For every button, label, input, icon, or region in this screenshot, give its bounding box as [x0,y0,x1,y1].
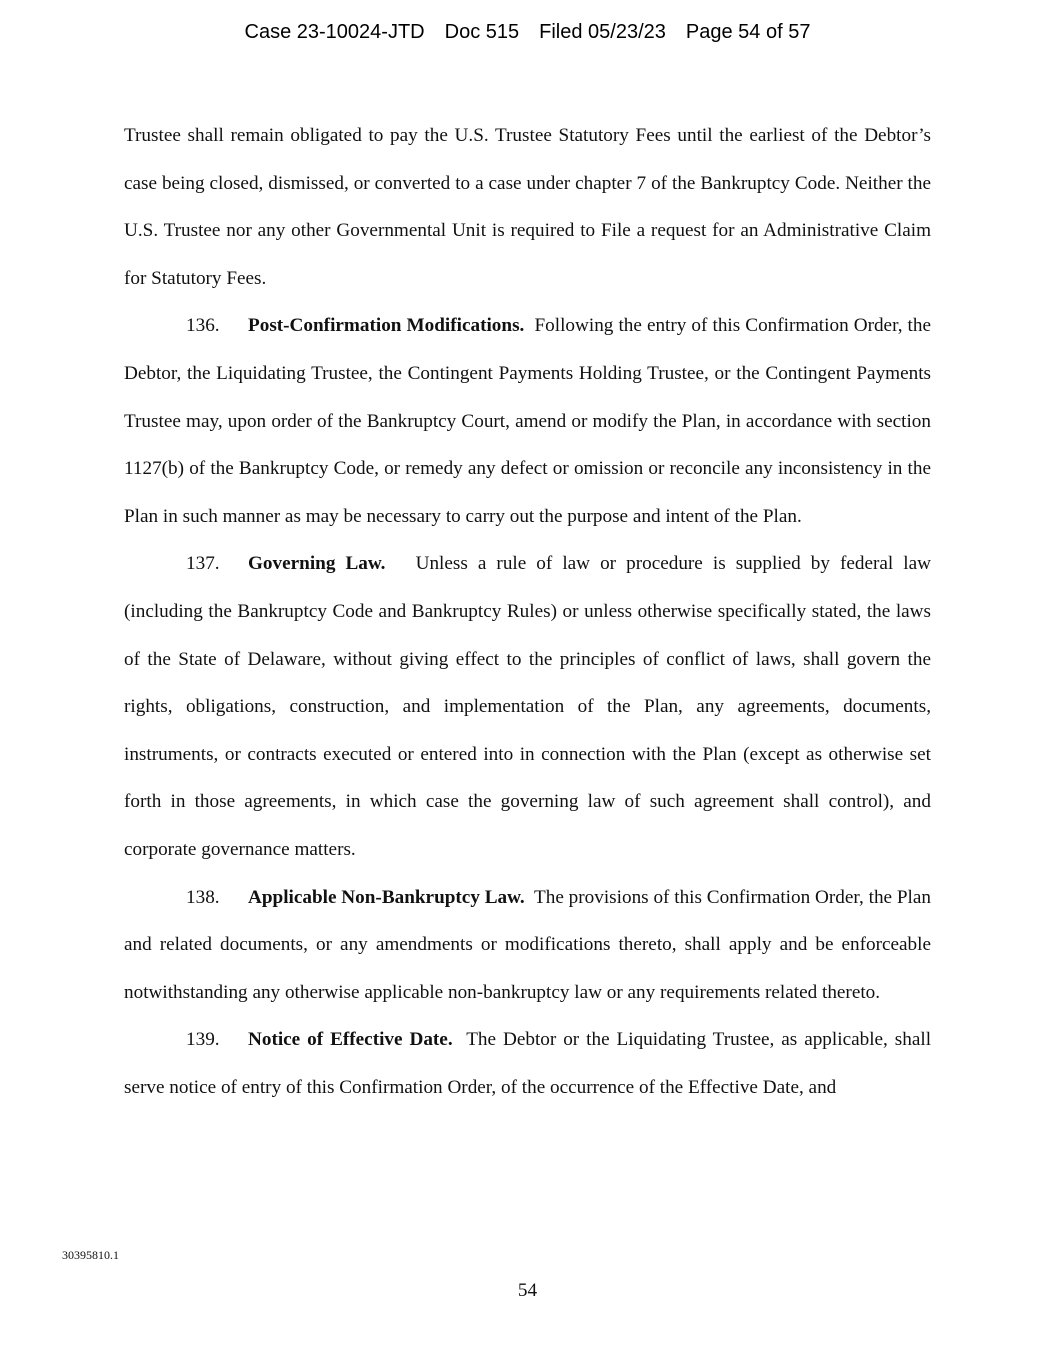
paragraph-heading: Applicable Non-Bankruptcy Law. [248,886,525,908]
paragraph-136 [124,302,931,540]
paragraph-heading: Governing Law. [248,553,386,575]
page-number: 54 [517,1280,538,1301]
paragraph-text: Following the entry of this Confirmation Order, the Debtor, the Liquidating Trustee, the Contingent Payments Holding Trustee, or the Contingent Payments Trustee may, upon order of the Bankruptcy Court, amend or modify the Plan, in accordance with section 1127(b) of the Bankruptcy Code, or remedy any defect or omission or reconcile any inconsistency in the Plan in such manner as may be necessary to carry out the purpose and intent of the Plan. [124,315,932,527]
paragraph-number: 139. [186,1029,220,1051]
paragraph-text: The Debtor or the Liquidating Trustee, as applicable, shall serve notice of entry of this Confirmation Order, of the occurrence of the Effective Date, and [124,1029,932,1098]
paragraph-heading: Post-Confirmation Modifications. [248,315,525,337]
paragraph-text: The provisions of this Confirmation Order, the Plan and related documents, or any amendments or modifications thereto, shall apply and be enforceable notwithstanding any otherwise applicable non-bankruptcy law or any requirements related thereto. [124,886,931,1003]
filed-date: Filed 05/23/23 [539,21,666,43]
continuation-paragraph: Trustee shall remain obligated to pay the U.S. Trustee Statutory Fees until the earliest of the Debtor’s case being closed, dismissed, or converted to a case under chapter 7 of the Bankruptcy Code. Neither the U.S. Trustee nor any other Governmental Unit is required to File a request for an Administrative Claim for Statutory Fees. [124,125,931,289]
paragraph-number: 137. [186,553,220,575]
paragraph-text: Unless a rule of law or procedure is supplied by federal law (including the Bankruptcy Code and Bankruptcy Rules) or unless otherwise specifically stated, the laws of the State of Delaware, without giving effect to the principles of conflict of laws, shall govern the rights, obligations, construction, and implementation of the Plan, any agreements, documents, instruments, or contracts executed or entered into in connection with the Plan (except as otherwise set forth in those agreements, in which case the governing law of such agreement shall control), and corporate governance matters. [124,553,932,860]
document-body [124,112,931,1111]
paragraph-heading: Notice of Effective Date. [248,1029,453,1051]
paragraph-137 [124,540,931,873]
paragraph-138 [124,874,931,1017]
doc-number: Doc 515 [444,21,520,43]
document-id: 30395810.1 [62,1248,119,1262]
paragraph-number: 138. [186,886,220,908]
paragraph-139 [124,1016,931,1111]
page-of-total: Page 54 of 57 [685,21,811,43]
case-header [0,20,1055,44]
case-number: Case 23-10024-JTD [244,21,425,43]
paragraph-number: 136. [186,315,220,337]
